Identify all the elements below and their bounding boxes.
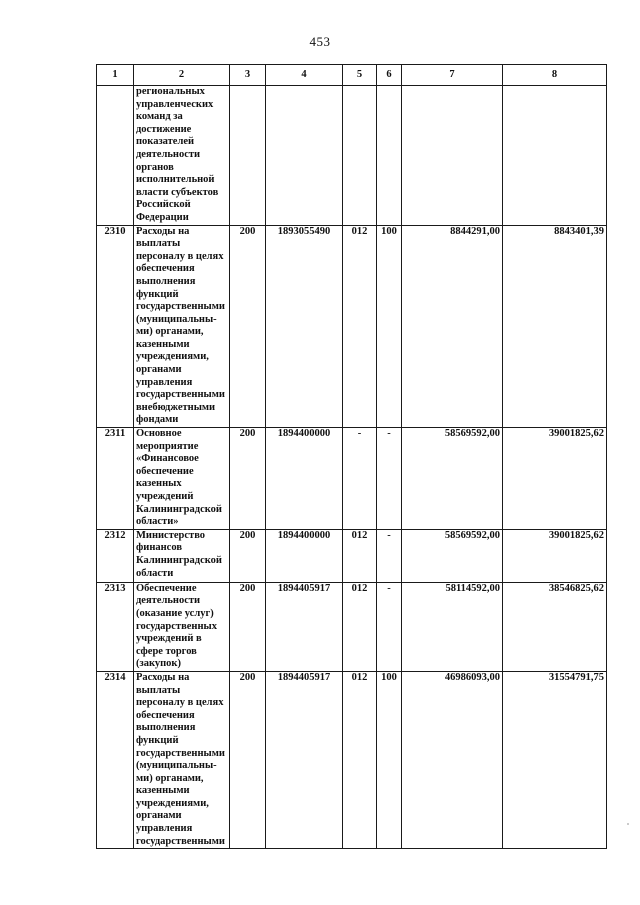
cell-col3: 200: [230, 225, 266, 428]
cell-col7: 58569592,00: [402, 428, 503, 530]
column-header: 5: [343, 65, 377, 86]
row-name: Расходы на выплаты персоналу в целях обеспечения выполнения функций государственными (муниципальны-ми) органами, казенными учреждениями, органами управления государственными: [134, 671, 230, 848]
table-row: [97, 225, 607, 428]
row-name: Расходы на выплаты персоналу в целях обеспечения выполнения функций государственными (муниципальны-ми) органами, казенными учреждениями, органами управления государственными внебюджетными фондами: [134, 225, 230, 428]
cell-col5: -: [343, 428, 377, 530]
budget-table: [96, 64, 607, 849]
cell-col7: 8844291,00: [402, 225, 503, 428]
cell-col4: 1894405917: [266, 671, 343, 848]
cell-col3: 200: [230, 529, 266, 582]
row-number: [97, 86, 134, 226]
cell-col6: [377, 86, 402, 226]
cell-col3: 200: [230, 671, 266, 848]
cell-col8: 39001825,62: [503, 428, 607, 530]
row-name: Министерство финансов Калининградской области: [134, 529, 230, 582]
row-number: 2311: [97, 428, 134, 530]
cell-col6: 100: [377, 225, 402, 428]
cell-col5: 012: [343, 582, 377, 671]
cell-col4: 1894400000: [266, 428, 343, 530]
table-header-row: [97, 65, 607, 86]
cell-col3: 200: [230, 428, 266, 530]
column-header: 8: [503, 65, 607, 86]
cell-col5: 012: [343, 671, 377, 848]
cell-col4: 1893055490: [266, 225, 343, 428]
table-row: [97, 582, 607, 671]
scan-speck: [627, 823, 629, 825]
table-row: [97, 529, 607, 582]
column-header: 3: [230, 65, 266, 86]
cell-col8: 38546825,62: [503, 582, 607, 671]
cell-col5: 012: [343, 529, 377, 582]
cell-col6: -: [377, 428, 402, 530]
row-number: 2312: [97, 529, 134, 582]
cell-col8: 31554791,75: [503, 671, 607, 848]
cell-col3: 200: [230, 582, 266, 671]
cell-col7: 58114592,00: [402, 582, 503, 671]
cell-col8: [503, 86, 607, 226]
column-header: 1: [97, 65, 134, 86]
cell-col5: 012: [343, 225, 377, 428]
cell-col8: 8843401,39: [503, 225, 607, 428]
cell-col7: 46986093,00: [402, 671, 503, 848]
row-name: Основное мероприятие «Финансовое обеспечение казенных учреждений Калининградской области»: [134, 428, 230, 530]
table-row: [97, 671, 607, 848]
row-number: 2310: [97, 225, 134, 428]
cell-col5: [343, 86, 377, 226]
page-number: 453: [309, 34, 331, 49]
cell-col6: -: [377, 529, 402, 582]
column-header: 6: [377, 65, 402, 86]
column-header: 2: [134, 65, 230, 86]
cell-col7: [402, 86, 503, 226]
cell-col6: 100: [377, 671, 402, 848]
row-name: региональных управленческих команд за достижение показателей деятельности органов исполнительной власти субъектов Российской Федерации: [134, 86, 230, 226]
cell-col4: [266, 86, 343, 226]
cell-col8: 39001825,62: [503, 529, 607, 582]
table-row: [97, 428, 607, 530]
column-header: 7: [402, 65, 503, 86]
column-header: 4: [266, 65, 343, 86]
cell-col3: [230, 86, 266, 226]
row-name: Обеспечение деятельности (оказание услуг) государственных учреждений в сфере торгов (закупок): [134, 582, 230, 671]
row-number: 2313: [97, 582, 134, 671]
row-number: 2314: [97, 671, 134, 848]
cell-col6: -: [377, 582, 402, 671]
cell-col4: 1894405917: [266, 582, 343, 671]
cell-col7: 58569592,00: [402, 529, 503, 582]
table-row: [97, 86, 607, 226]
cell-col4: 1894400000: [266, 529, 343, 582]
